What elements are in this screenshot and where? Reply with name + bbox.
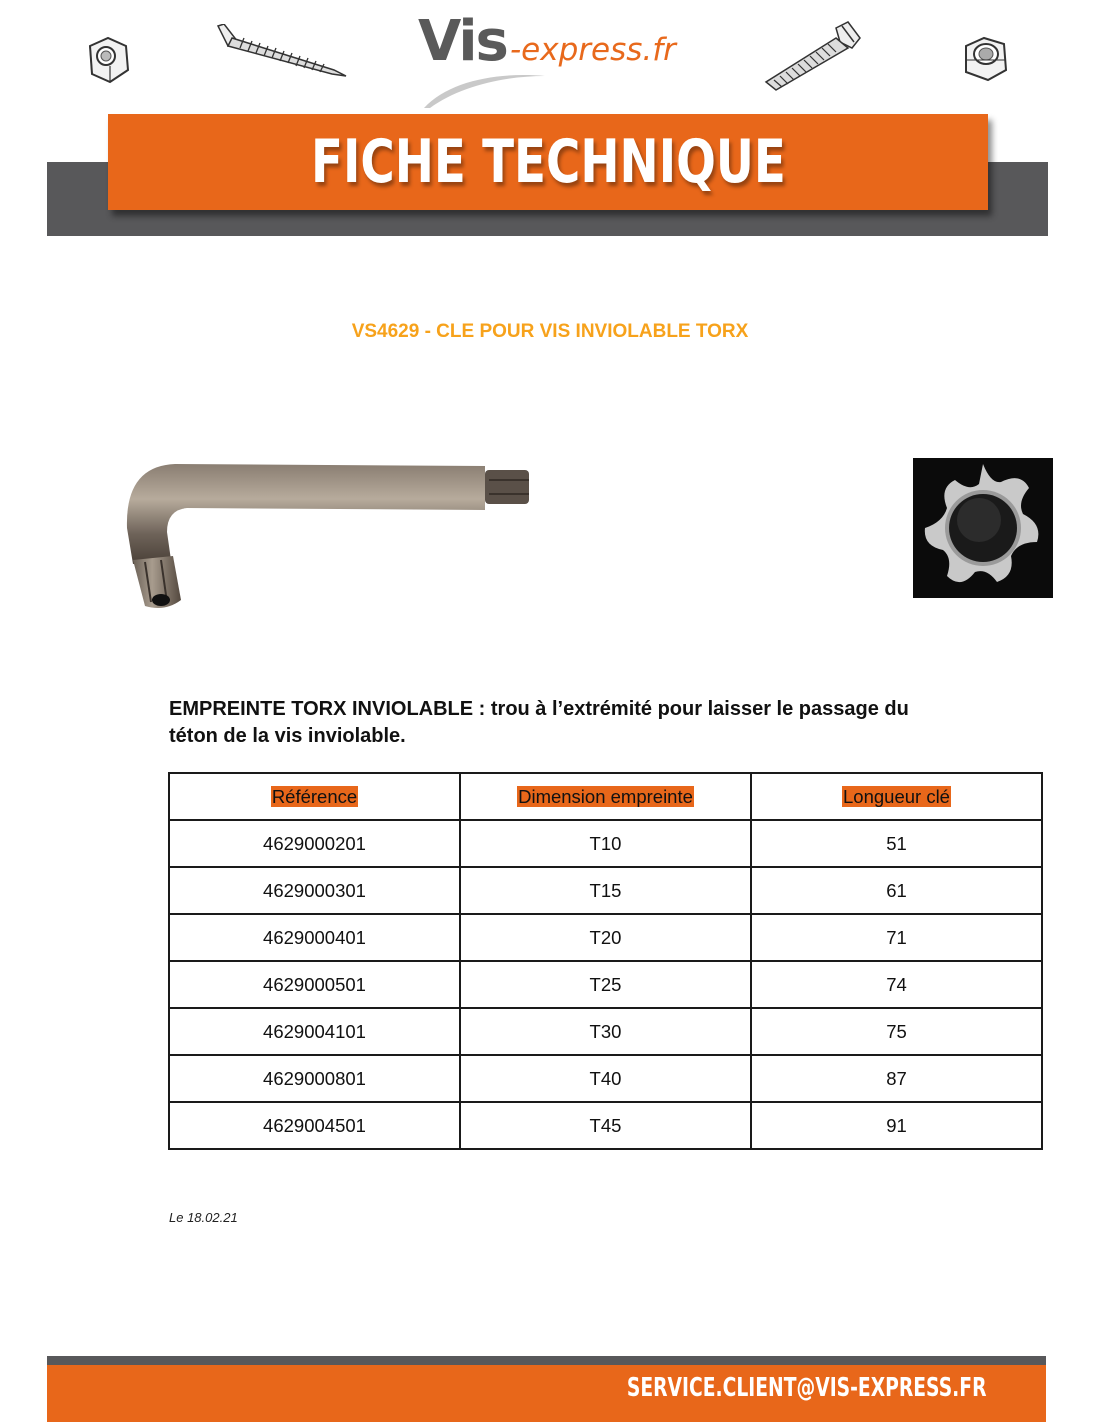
table-row (169, 820, 1042, 867)
cell-length: 71 (751, 914, 1042, 961)
tamper-torx-tip-image (913, 458, 1053, 598)
product-title: VS4629 - CLE POUR VIS INVIOLABLE TORX (351, 321, 749, 342)
footer-gray-band (47, 1356, 1046, 1365)
cell-dimension: T40 (460, 1055, 751, 1102)
page-header (0, 0, 1100, 240)
machine-screw-icon (762, 20, 864, 92)
table-row (169, 961, 1042, 1008)
logo-swoosh-icon (420, 70, 550, 110)
cell-dimension: T10 (460, 820, 751, 867)
cell-dimension: T25 (460, 961, 751, 1008)
cell-length: 91 (751, 1102, 1042, 1149)
product-description: EMPREINTE TORX INVIOLABLE : trou à l’extrémité pour laisser le passage du téton de la vis inviolable. (169, 698, 909, 747)
torx-l-key-image (105, 440, 545, 620)
cell-reference: 4629004501 (169, 1102, 460, 1149)
cell-reference: 4629000301 (169, 867, 460, 914)
vis-express-logo (418, 10, 698, 100)
table-row (169, 914, 1042, 961)
cell-dimension: T20 (460, 914, 751, 961)
cell-length: 75 (751, 1008, 1042, 1055)
cell-length: 87 (751, 1055, 1042, 1102)
table-header-row (169, 773, 1042, 820)
cell-dimension: T15 (460, 867, 751, 914)
table-row (169, 867, 1042, 914)
hex-nut-icon (960, 36, 1012, 84)
header-dimension: Dimension empreinte (460, 773, 751, 820)
header-length: Longueur clé (751, 773, 1042, 820)
cell-dimension: T30 (460, 1008, 751, 1055)
cell-length: 61 (751, 867, 1042, 914)
cell-length: 74 (751, 961, 1042, 1008)
table-row (169, 1102, 1042, 1149)
cell-length: 51 (751, 820, 1042, 867)
cell-reference: 4629000801 (169, 1055, 460, 1102)
footer-email-link[interactable]: SERVICE.CLIENT@VIS-EXPRESS.FR (626, 1373, 986, 1403)
spec-table (168, 772, 1043, 1150)
cell-reference: 4629004101 (169, 1008, 460, 1055)
title-banner (108, 114, 988, 210)
header-reference: Référence (169, 773, 460, 820)
logo-secondary-text: -express.fr (510, 32, 676, 68)
hex-nut-icon (82, 36, 134, 86)
table-row (169, 1055, 1042, 1102)
cell-reference: 4629000501 (169, 961, 460, 1008)
footer-banner (47, 1365, 1046, 1422)
banner-title: FICHE TECHNIQUE (310, 127, 786, 197)
cell-reference: 4629000401 (169, 914, 460, 961)
cell-dimension: T45 (460, 1102, 751, 1149)
logo-primary-text: Vis (418, 9, 507, 74)
wood-screw-icon (214, 24, 349, 80)
table-row (169, 1008, 1042, 1055)
cell-reference: 4629000201 (169, 820, 460, 867)
document-date: Le 18.02.21 (169, 1210, 238, 1225)
